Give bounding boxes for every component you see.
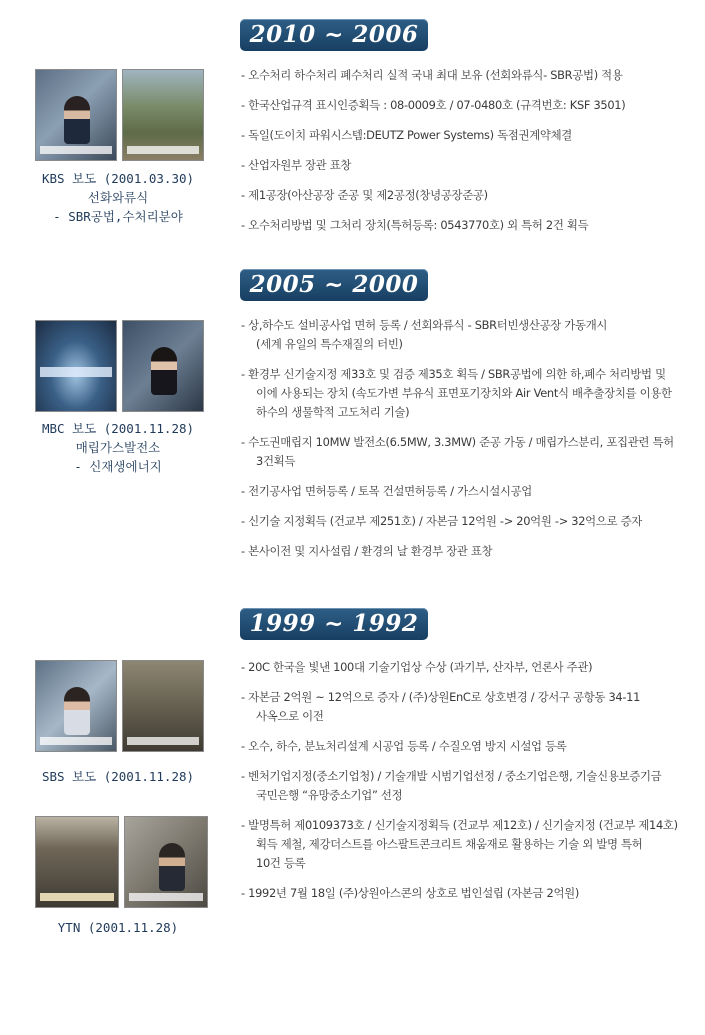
studio-logo-thumbnail: [35, 320, 117, 412]
list-item: [241, 216, 671, 235]
list-item: [241, 482, 671, 501]
item-line: - 발명특허 제0109373호 / 신기술지정획득 (건교부 제12호) / 신기술지정 (건교부 제14호): [241, 818, 678, 832]
caption-line: - SBR공법,수처리분야: [53, 209, 183, 224]
news-anchor-thumbnail: [35, 69, 117, 161]
kbs-caption: [13, 169, 223, 226]
item-line: 하수의 생물학적 고도처리 기술): [256, 405, 410, 419]
item-line: - 20C 한국을 빛낸 100대 기술기업상 수상 (과기부, 산자부, 언론사 주관): [241, 660, 593, 674]
item-line: 10건 등록: [256, 856, 306, 870]
caption-line: MBC 보도 (2001.11.28): [41, 421, 195, 436]
item-line: 사옥으로 이전: [256, 709, 324, 723]
list-item: [241, 658, 671, 677]
item-line: - 신기술 지정획득 (건교부 제251호) / 자본금 12억원 -> 20억원 -> 32억으로 증자: [241, 514, 642, 528]
item-line: 이에 사용되는 장치 (속도가변 부유식 표면포기장치와 Air Vent식 배추출장치를 이용한: [256, 386, 672, 400]
list-item: [241, 96, 671, 115]
item-line: - 수도권매립지 10MW 발전소(6.5MW, 3.3MW) 준공 가동 / 매립가스분리, 포집관련 특허: [241, 435, 674, 449]
list-item: [241, 126, 671, 145]
field-footage-thumbnail: [122, 69, 204, 161]
timeline-list-2005-2000: [241, 316, 674, 572]
item-line: - 전기공사업 면허등록 / 토목 건설면허등록 / 가스시설시공업: [241, 484, 533, 498]
item-line: - 자본금 2억원 ~ 12억으로 증자 / (주)상원EnC로 상호변경 / 강서구 공항동 34-11: [241, 690, 641, 704]
list-item: [241, 66, 671, 85]
news-anchor-thumbnail: [35, 660, 117, 752]
item-line: - 오수처리방법 및 그처리 장치(특허등록: 0543770호) 외 특허 2건 획득: [241, 218, 589, 232]
timeline-list-1999-1992: [241, 658, 678, 914]
item-line: - 제1공장(아산공장 준공 및 제2공정(창녕공장준공): [241, 188, 488, 202]
period-banner-2010-2006: 2010 ~ 2006: [240, 19, 428, 51]
mbc-caption: [13, 419, 223, 476]
sbs-caption: [13, 767, 223, 786]
item-line: 획득 제철, 제강더스트를 아스팔트콘크리트 채움재로 활용하는 기술 외 발명 특허: [256, 837, 643, 851]
list-item: [241, 156, 671, 175]
item-line: - 본사이전 및 지사설립 / 환경의 날 환경부 장관 표창: [241, 544, 493, 558]
caption-line: YTN (2001.11.28): [57, 920, 179, 935]
list-item: [241, 737, 671, 756]
item-line: - 한국산업규격 표시인증획득 : 08-0009호 / 07-0480호 (규격번호: KSF 3501): [241, 98, 626, 112]
item-line: - 오수처리 하수처리 폐수처리 실적 국내 최대 보유 (선회와류식- SBR공법) 적용: [241, 68, 623, 82]
period-banner-1999-1992: 1999 ~ 1992: [240, 608, 428, 640]
list-item: [241, 884, 671, 903]
list-item: [241, 767, 671, 805]
item-line: 국민은행 “유망중소기업” 선정: [256, 788, 403, 802]
timeline-list-2010-2006: [241, 66, 671, 246]
news-anchor-thumbnail: [122, 320, 204, 412]
interview-thumbnail: [124, 816, 208, 908]
item-line: (세계 유일의 특수재질의 터빈): [256, 337, 403, 351]
list-item: [241, 542, 671, 561]
list-item: [241, 316, 671, 354]
item-line: - 오수, 하수, 분뇨처리설계 시공업 등록 / 수질오염 방지 시설업 등록: [241, 739, 567, 753]
list-item: [241, 688, 671, 726]
item-line: - 상,하수도 설비공사업 면허 등록 / 선회와류식 - SBR터빈생산공장 가동개시: [241, 318, 608, 332]
item-line: - 독일(도이치 파워시스템:DEUTZ Power Systems) 독점권계약체결: [241, 128, 573, 142]
item-line: - 벤처기업지정(중소기업청) / 기술개발 시범기업선정 / 중소기업은행, 기술신용보증기금: [241, 769, 662, 783]
list-item: [241, 365, 671, 422]
list-item: [241, 816, 678, 873]
crowd-thumbnail: [35, 816, 119, 908]
caption-line: 매립가스발전소: [75, 440, 161, 455]
list-item: [241, 512, 671, 531]
item-line: - 환경부 신기술지정 제33호 및 검증 제35호 획득 / SBR공법에 의한 하,폐수 처리방법 및: [241, 367, 666, 381]
caption-line: - 신재생에너지: [74, 459, 162, 474]
meeting-room-thumbnail: [122, 660, 204, 752]
caption-line: 선화와류식: [87, 190, 149, 205]
list-item: [241, 433, 674, 471]
period-banner-2005-2000: 2005 ~ 2000: [240, 269, 428, 301]
caption-line: SBS 보도 (2001.11.28): [41, 769, 195, 784]
caption-line: KBS 보도 (2001.03.30): [41, 171, 195, 186]
item-line: - 산업자원부 장관 표창: [241, 158, 352, 172]
item-line: 3건획득: [256, 454, 296, 468]
ytn-caption: [13, 918, 223, 937]
item-line: - 1992년 7월 18일 (주)상원아스콘의 상호로 법인설립 (자본금 2억원): [241, 886, 580, 900]
list-item: [241, 186, 671, 205]
